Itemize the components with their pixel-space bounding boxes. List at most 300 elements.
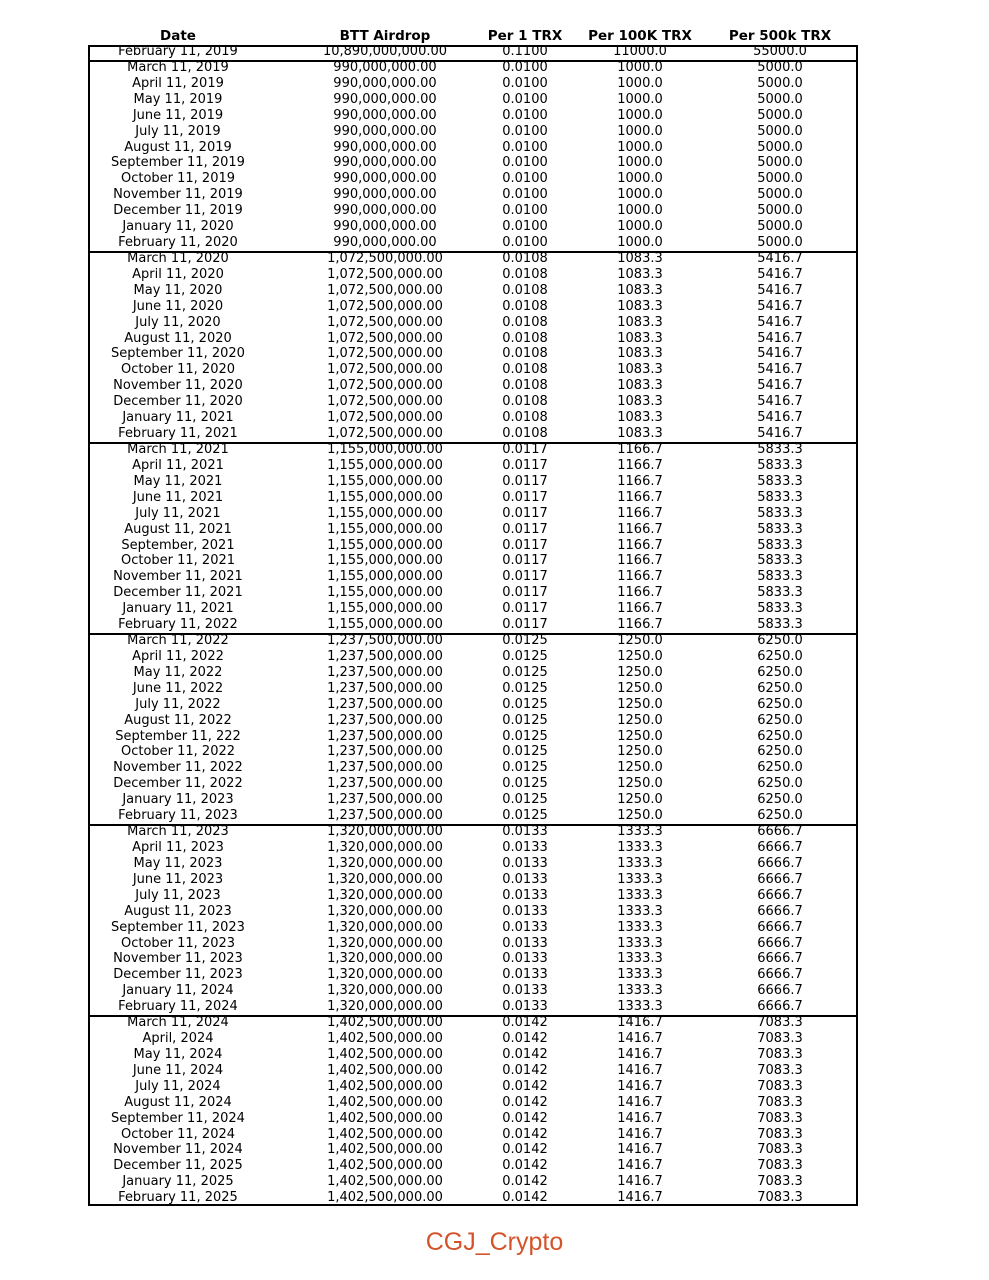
per-1-trx-cell: 0.0100 xyxy=(502,91,548,107)
per-100k-trx-cell: 1166.7 xyxy=(617,617,663,633)
date-cell: April 11, 2023 xyxy=(132,840,224,855)
per-1-trx-cell: 0.0108 xyxy=(502,314,548,330)
date-cell: March 11, 2022 xyxy=(127,633,229,649)
per-500k-trx-cell: 5000.0 xyxy=(757,123,803,139)
date-cell: May 11, 2024 xyxy=(133,1046,223,1062)
per-500k-trx-cell: 5000.0 xyxy=(757,203,803,219)
date-cell: November 11, 2023 xyxy=(113,951,243,967)
table-row xyxy=(0,252,989,268)
per-500k-trx-cell: 7083.3 xyxy=(757,1110,803,1126)
per-500k-trx-cell: 6250.0 xyxy=(757,744,803,760)
table-row xyxy=(0,586,989,602)
per-1-trx-cell: 0.0142 xyxy=(502,1015,548,1031)
table-row xyxy=(0,714,989,730)
per-100k-trx-cell: 1333.3 xyxy=(617,919,663,935)
per-500k-trx-cell: 5833.3 xyxy=(757,553,803,569)
per-100k-trx-cell: 1333.3 xyxy=(617,840,663,855)
btt-airdrop-cell: 990,000,000.00 xyxy=(333,75,437,91)
date-cell: June 11, 2024 xyxy=(132,1062,224,1078)
per-500k-trx-cell: 5000.0 xyxy=(757,139,803,155)
date-cell: January 11, 2023 xyxy=(122,792,234,808)
table-row xyxy=(0,300,989,316)
btt-airdrop-cell: 1,155,000,000.00 xyxy=(327,537,443,553)
table-row xyxy=(0,634,989,650)
btt-airdrop-cell: 1,072,500,000.00 xyxy=(327,298,443,314)
column-header-per-100k-trx: Per 100K TRX xyxy=(588,28,692,44)
per-500k-trx-cell: 5416.7 xyxy=(757,298,803,314)
date-cell: August 11, 2021 xyxy=(124,521,232,537)
column-header-btt-airdrop: BTT Airdrop xyxy=(339,28,431,44)
per-1-trx-cell: 0.0133 xyxy=(502,951,548,967)
table-row xyxy=(0,141,989,157)
btt-airdrop-cell: 1,237,500,000.00 xyxy=(327,633,443,649)
btt-airdrop-cell: 10,890,000,000.00 xyxy=(322,44,448,59)
per-1-trx-cell: 0.0100 xyxy=(502,75,548,91)
date-cell: August 11, 2019 xyxy=(124,139,232,155)
per-500k-trx-cell: 6250.0 xyxy=(757,664,803,680)
per-500k-trx-cell: 6666.7 xyxy=(757,967,803,983)
table-row xyxy=(0,745,989,761)
btt-airdrop-cell: 1,072,500,000.00 xyxy=(327,314,443,330)
per-1-trx-cell: 0.0117 xyxy=(502,617,548,633)
per-100k-trx-cell: 1333.3 xyxy=(617,935,663,951)
table-row xyxy=(0,539,989,555)
per-1-trx-cell: 0.0142 xyxy=(502,1062,548,1078)
date-cell: November 11, 2021 xyxy=(113,569,243,585)
per-1-trx-cell: 0.0100 xyxy=(502,107,548,123)
per-100k-trx-cell: 1416.7 xyxy=(617,1078,663,1094)
date-cell: April, 2024 xyxy=(142,1031,214,1047)
per-500k-trx-cell: 5833.3 xyxy=(757,601,803,617)
per-1-trx-cell: 0.0133 xyxy=(502,919,548,935)
btt-airdrop-cell: 1,320,000,000.00 xyxy=(327,824,443,840)
per-1-trx-cell: 0.0117 xyxy=(502,505,548,521)
per-100k-trx-cell: 1000.0 xyxy=(617,155,663,171)
per-1-trx-cell: 0.0125 xyxy=(502,792,548,808)
btt-airdrop-cell: 1,402,500,000.00 xyxy=(327,1078,443,1094)
per-1-trx-cell: 0.0133 xyxy=(502,999,548,1015)
per-1-trx-cell: 0.0133 xyxy=(502,983,548,999)
per-100k-trx-cell: 1333.3 xyxy=(617,967,663,983)
per-500k-trx-cell: 5833.3 xyxy=(757,617,803,633)
table-row xyxy=(0,1128,989,1144)
per-100k-trx-cell: 1416.7 xyxy=(617,1062,663,1078)
btt-airdrop-cell: 990,000,000.00 xyxy=(333,203,437,219)
per-500k-trx-cell: 6250.0 xyxy=(757,696,803,712)
per-1-trx-cell: 0.0108 xyxy=(502,250,548,266)
table-row xyxy=(0,236,989,252)
btt-airdrop-cell: 990,000,000.00 xyxy=(333,187,437,203)
date-cell: January 11, 2021 xyxy=(122,601,234,617)
per-1-trx-cell: 0.0117 xyxy=(502,521,548,537)
per-500k-trx-cell: 5416.7 xyxy=(757,282,803,298)
per-500k-trx-cell: 6250.0 xyxy=(757,712,803,728)
date-cell: July 11, 2023 xyxy=(135,887,221,903)
table-row xyxy=(0,1175,989,1191)
per-1-trx-cell: 0.0108 xyxy=(502,394,548,410)
table-row xyxy=(0,618,989,634)
table-row xyxy=(0,602,989,618)
table-row xyxy=(0,475,989,491)
date-cell: June 11, 2021 xyxy=(132,489,224,505)
per-100k-trx-cell: 1000.0 xyxy=(617,187,663,203)
per-1-trx-cell: 0.1100 xyxy=(502,44,548,59)
table-row xyxy=(0,857,989,873)
btt-airdrop-cell: 1,155,000,000.00 xyxy=(327,442,443,457)
table-row xyxy=(0,905,989,921)
per-100k-trx-cell: 1250.0 xyxy=(617,696,663,712)
per-500k-trx-cell: 6666.7 xyxy=(757,919,803,935)
date-cell: July 11, 2019 xyxy=(135,123,221,139)
btt-airdrop-cell: 1,237,500,000.00 xyxy=(327,760,443,776)
footer-brand: CGJ_Crypto xyxy=(425,1228,564,1256)
btt-airdrop-cell: 1,072,500,000.00 xyxy=(327,378,443,394)
btt-airdrop-cell: 1,237,500,000.00 xyxy=(327,776,443,792)
btt-airdrop-cell: 1,237,500,000.00 xyxy=(327,808,443,824)
per-1-trx-cell: 0.0117 xyxy=(502,585,548,601)
per-500k-trx-cell: 6250.0 xyxy=(757,680,803,696)
per-100k-trx-cell: 1166.7 xyxy=(617,601,663,617)
date-cell: December 11, 2023 xyxy=(113,967,243,983)
per-1-trx-cell: 0.0117 xyxy=(502,473,548,489)
per-100k-trx-cell: 1250.0 xyxy=(617,648,663,664)
date-cell: March 11, 2021 xyxy=(127,442,229,457)
btt-airdrop-cell: 1,155,000,000.00 xyxy=(327,489,443,505)
date-cell: April 11, 2022 xyxy=(132,648,224,664)
per-1-trx-cell: 0.0108 xyxy=(502,282,548,298)
table-row xyxy=(0,220,989,236)
per-1-trx-cell: 0.0133 xyxy=(502,887,548,903)
table-row xyxy=(0,1112,989,1128)
per-100k-trx-cell: 1166.7 xyxy=(617,521,663,537)
table-row xyxy=(0,1159,989,1175)
per-100k-trx-cell: 1250.0 xyxy=(617,728,663,744)
date-cell: July 11, 2024 xyxy=(135,1078,221,1094)
date-cell: June 11, 2020 xyxy=(132,298,224,314)
table-row xyxy=(0,45,989,61)
table-row xyxy=(0,554,989,570)
date-cell: June 11, 2023 xyxy=(132,871,224,887)
per-100k-trx-cell: 1416.7 xyxy=(617,1158,663,1174)
per-500k-trx-cell: 5000.0 xyxy=(757,107,803,123)
per-100k-trx-cell: 1250.0 xyxy=(617,664,663,680)
per-500k-trx-cell: 6666.7 xyxy=(757,999,803,1015)
date-cell: December 11, 2020 xyxy=(113,394,243,410)
btt-airdrop-cell: 1,155,000,000.00 xyxy=(327,505,443,521)
per-1-trx-cell: 0.0125 xyxy=(502,648,548,664)
date-cell: August 11, 2023 xyxy=(124,903,232,919)
per-1-trx-cell: 0.0117 xyxy=(502,537,548,553)
date-cell: February 11, 2023 xyxy=(118,808,238,824)
per-500k-trx-cell: 5833.3 xyxy=(757,537,803,553)
table-row xyxy=(0,347,989,363)
table-row xyxy=(0,666,989,682)
date-cell: July 11, 2020 xyxy=(135,314,221,330)
date-cell: May 11, 2019 xyxy=(133,91,223,107)
per-100k-trx-cell: 1333.3 xyxy=(617,903,663,919)
btt-airdrop-cell: 1,072,500,000.00 xyxy=(327,410,443,426)
btt-airdrop-cell: 990,000,000.00 xyxy=(333,59,437,75)
table-row xyxy=(0,284,989,300)
btt-airdrop-cell: 1,237,500,000.00 xyxy=(327,792,443,808)
per-100k-trx-cell: 1250.0 xyxy=(617,712,663,728)
table-row xyxy=(0,968,989,984)
btt-airdrop-cell: 1,320,000,000.00 xyxy=(327,887,443,903)
per-500k-trx-cell: 6666.7 xyxy=(757,983,803,999)
per-500k-trx-cell: 5833.3 xyxy=(757,489,803,505)
btt-airdrop-cell: 1,320,000,000.00 xyxy=(327,983,443,999)
table-row xyxy=(0,172,989,188)
per-500k-trx-cell: 5833.3 xyxy=(757,585,803,601)
per-500k-trx-cell: 5416.7 xyxy=(757,314,803,330)
table-row xyxy=(0,825,989,841)
table-row xyxy=(0,1048,989,1064)
table-row xyxy=(0,363,989,379)
table-row xyxy=(0,984,989,1000)
per-500k-trx-cell: 7083.3 xyxy=(757,1174,803,1190)
per-1-trx-cell: 0.0133 xyxy=(502,935,548,951)
btt-airdrop-cell: 1,237,500,000.00 xyxy=(327,680,443,696)
date-cell: January 11, 2025 xyxy=(122,1174,234,1190)
per-1-trx-cell: 0.0100 xyxy=(502,59,548,75)
per-100k-trx-cell: 1416.7 xyxy=(617,1110,663,1126)
per-500k-trx-cell: 6666.7 xyxy=(757,951,803,967)
per-500k-trx-cell: 6666.7 xyxy=(757,887,803,903)
table-row xyxy=(0,682,989,698)
date-cell: February 11, 2025 xyxy=(118,1190,238,1206)
table-row xyxy=(0,730,989,746)
date-cell: December 11, 2021 xyxy=(113,585,243,601)
table-row xyxy=(0,379,989,395)
table-row xyxy=(0,841,989,857)
per-100k-trx-cell: 1166.7 xyxy=(617,505,663,521)
per-500k-trx-cell: 5000.0 xyxy=(757,75,803,91)
table-row xyxy=(0,570,989,586)
per-1-trx-cell: 0.0133 xyxy=(502,903,548,919)
table-row xyxy=(0,1032,989,1048)
per-1-trx-cell: 0.0117 xyxy=(502,601,548,617)
per-500k-trx-cell: 5000.0 xyxy=(757,187,803,203)
btt-airdrop-cell: 1,237,500,000.00 xyxy=(327,744,443,760)
per-500k-trx-cell: 7083.3 xyxy=(757,1094,803,1110)
per-1-trx-cell: 0.0100 xyxy=(502,235,548,251)
btt-airdrop-cell: 1,402,500,000.00 xyxy=(327,1094,443,1110)
column-header-per-500k-trx: Per 500k TRX xyxy=(728,28,832,44)
per-1-trx-cell: 0.0142 xyxy=(502,1190,548,1206)
per-1-trx-cell: 0.0142 xyxy=(502,1078,548,1094)
table-row xyxy=(0,268,989,284)
table-row xyxy=(0,109,989,125)
btt-airdrop-cell: 1,237,500,000.00 xyxy=(327,728,443,744)
table-row xyxy=(0,761,989,777)
per-1-trx-cell: 0.0125 xyxy=(502,776,548,792)
per-100k-trx-cell: 1000.0 xyxy=(617,235,663,251)
per-500k-trx-cell: 5416.7 xyxy=(757,410,803,426)
per-1-trx-cell: 0.0125 xyxy=(502,728,548,744)
date-cell: January 11, 2024 xyxy=(122,983,234,999)
per-500k-trx-cell: 6666.7 xyxy=(757,903,803,919)
btt-airdrop-cell: 1,072,500,000.00 xyxy=(327,394,443,410)
per-1-trx-cell: 0.0125 xyxy=(502,664,548,680)
per-1-trx-cell: 0.0133 xyxy=(502,840,548,855)
table-row xyxy=(0,1096,989,1112)
per-1-trx-cell: 0.0108 xyxy=(502,266,548,282)
per-100k-trx-cell: 1083.3 xyxy=(617,314,663,330)
per-500k-trx-cell: 5416.7 xyxy=(757,346,803,362)
per-500k-trx-cell: 5833.3 xyxy=(757,442,803,457)
per-500k-trx-cell: 6666.7 xyxy=(757,871,803,887)
per-500k-trx-cell: 5416.7 xyxy=(757,378,803,394)
per-1-trx-cell: 0.0125 xyxy=(502,744,548,760)
per-500k-trx-cell: 5416.7 xyxy=(757,250,803,266)
per-1-trx-cell: 0.0125 xyxy=(502,633,548,649)
btt-airdrop-cell: 990,000,000.00 xyxy=(333,155,437,171)
btt-airdrop-cell: 990,000,000.00 xyxy=(333,219,437,235)
per-100k-trx-cell: 1333.3 xyxy=(617,887,663,903)
per-500k-trx-cell: 5000.0 xyxy=(757,219,803,235)
per-100k-trx-cell: 1250.0 xyxy=(617,792,663,808)
btt-airdrop-cell: 1,155,000,000.00 xyxy=(327,601,443,617)
btt-airdrop-cell: 1,402,500,000.00 xyxy=(327,1046,443,1062)
table-row xyxy=(0,443,989,459)
table-row xyxy=(0,809,989,825)
per-1-trx-cell: 0.0117 xyxy=(502,489,548,505)
per-1-trx-cell: 0.0142 xyxy=(502,1126,548,1142)
table-row xyxy=(0,650,989,666)
per-1-trx-cell: 0.0125 xyxy=(502,760,548,776)
table-row xyxy=(0,777,989,793)
btt-airdrop-cell: 1,155,000,000.00 xyxy=(327,585,443,601)
table-row xyxy=(0,77,989,93)
per-100k-trx-cell: 1416.7 xyxy=(617,1126,663,1142)
btt-airdrop-cell: 1,155,000,000.00 xyxy=(327,617,443,633)
btt-airdrop-cell: 1,072,500,000.00 xyxy=(327,330,443,346)
column-header-per-1-trx: Per 1 TRX xyxy=(487,28,563,44)
per-100k-trx-cell: 1333.3 xyxy=(617,999,663,1015)
btt-airdrop-cell: 1,072,500,000.00 xyxy=(327,426,443,442)
btt-airdrop-cell: 1,402,500,000.00 xyxy=(327,1126,443,1142)
btt-airdrop-cell: 1,155,000,000.00 xyxy=(327,457,443,473)
per-1-trx-cell: 0.0125 xyxy=(502,712,548,728)
per-1-trx-cell: 0.0100 xyxy=(502,139,548,155)
per-100k-trx-cell: 1083.3 xyxy=(617,346,663,362)
date-cell: November 11, 2022 xyxy=(113,760,243,776)
date-cell: October 11, 2021 xyxy=(120,553,236,569)
per-1-trx-cell: 0.0125 xyxy=(502,696,548,712)
per-500k-trx-cell: 7083.3 xyxy=(757,1126,803,1142)
table-row xyxy=(0,459,989,475)
date-cell: November 11, 2019 xyxy=(113,187,243,203)
per-1-trx-cell: 0.0100 xyxy=(502,187,548,203)
per-500k-trx-cell: 6666.7 xyxy=(757,840,803,855)
btt-airdrop-cell: 1,402,500,000.00 xyxy=(327,1110,443,1126)
table-row xyxy=(0,1000,989,1016)
per-100k-trx-cell: 1083.3 xyxy=(617,330,663,346)
per-100k-trx-cell: 1000.0 xyxy=(617,203,663,219)
btt-airdrop-cell: 1,402,500,000.00 xyxy=(327,1158,443,1174)
per-500k-trx-cell: 6666.7 xyxy=(757,855,803,871)
per-500k-trx-cell: 6250.0 xyxy=(757,728,803,744)
per-500k-trx-cell: 7083.3 xyxy=(757,1078,803,1094)
per-500k-trx-cell: 5833.3 xyxy=(757,521,803,537)
date-cell: January 11, 2021 xyxy=(122,410,234,426)
per-500k-trx-cell: 5000.0 xyxy=(757,171,803,187)
date-cell: March 11, 2023 xyxy=(127,824,229,840)
date-cell: March 11, 2024 xyxy=(127,1015,229,1031)
date-cell: February 11, 2019 xyxy=(118,44,238,59)
date-cell: July 11, 2022 xyxy=(135,696,221,712)
per-500k-trx-cell: 6250.0 xyxy=(757,792,803,808)
per-100k-trx-cell: 1416.7 xyxy=(617,1174,663,1190)
date-cell: July 11, 2021 xyxy=(135,505,221,521)
btt-airdrop-cell: 1,237,500,000.00 xyxy=(327,664,443,680)
date-cell: December 11, 2022 xyxy=(113,776,243,792)
per-1-trx-cell: 0.0100 xyxy=(502,219,548,235)
btt-airdrop-cell: 1,237,500,000.00 xyxy=(327,648,443,664)
per-1-trx-cell: 0.0117 xyxy=(502,442,548,457)
per-1-trx-cell: 0.0142 xyxy=(502,1094,548,1110)
table-row xyxy=(0,952,989,968)
table-row xyxy=(0,937,989,953)
btt-airdrop-cell: 1,320,000,000.00 xyxy=(327,855,443,871)
table-row xyxy=(0,793,989,809)
per-100k-trx-cell: 1250.0 xyxy=(617,680,663,696)
per-100k-trx-cell: 1250.0 xyxy=(617,633,663,649)
per-1-trx-cell: 0.0117 xyxy=(502,569,548,585)
per-1-trx-cell: 0.0133 xyxy=(502,855,548,871)
per-100k-trx-cell: 1250.0 xyxy=(617,760,663,776)
date-cell: November 11, 2020 xyxy=(113,378,243,394)
per-100k-trx-cell: 1333.3 xyxy=(617,855,663,871)
per-500k-trx-cell: 6250.0 xyxy=(757,633,803,649)
per-500k-trx-cell: 6250.0 xyxy=(757,808,803,824)
per-500k-trx-cell: 7083.3 xyxy=(757,1031,803,1047)
btt-airdrop-cell: 1,155,000,000.00 xyxy=(327,553,443,569)
per-100k-trx-cell: 1416.7 xyxy=(617,1031,663,1047)
btt-airdrop-cell: 1,320,000,000.00 xyxy=(327,903,443,919)
date-cell: February 11, 2020 xyxy=(118,235,238,251)
per-500k-trx-cell: 5416.7 xyxy=(757,330,803,346)
date-cell: September 11, 2023 xyxy=(111,919,245,935)
per-100k-trx-cell: 1083.3 xyxy=(617,426,663,442)
table-row xyxy=(0,523,989,539)
btt-airdrop-cell: 1,155,000,000.00 xyxy=(327,521,443,537)
per-1-trx-cell: 0.0108 xyxy=(502,346,548,362)
per-100k-trx-cell: 1416.7 xyxy=(617,1015,663,1031)
per-100k-trx-cell: 1416.7 xyxy=(617,1094,663,1110)
btt-airdrop-cell: 1,402,500,000.00 xyxy=(327,1174,443,1190)
per-1-trx-cell: 0.0133 xyxy=(502,824,548,840)
per-1-trx-cell: 0.0133 xyxy=(502,871,548,887)
per-1-trx-cell: 0.0142 xyxy=(502,1142,548,1158)
per-100k-trx-cell: 1083.3 xyxy=(617,378,663,394)
btt-airdrop-cell: 990,000,000.00 xyxy=(333,235,437,251)
btt-airdrop-cell: 1,320,000,000.00 xyxy=(327,919,443,935)
per-100k-trx-cell: 1333.3 xyxy=(617,871,663,887)
per-1-trx-cell: 0.0142 xyxy=(502,1046,548,1062)
per-100k-trx-cell: 1416.7 xyxy=(617,1190,663,1206)
date-cell: December 11, 2019 xyxy=(113,203,243,219)
date-cell: February 11, 2024 xyxy=(118,999,238,1015)
per-500k-trx-cell: 5000.0 xyxy=(757,59,803,75)
column-header-date: Date xyxy=(160,28,196,44)
date-cell: August 11, 2022 xyxy=(124,712,232,728)
btt-airdrop-cell: 1,237,500,000.00 xyxy=(327,696,443,712)
table-row xyxy=(0,93,989,109)
date-cell: February 11, 2021 xyxy=(118,426,238,442)
per-100k-trx-cell: 1250.0 xyxy=(617,776,663,792)
table-row xyxy=(0,1016,989,1032)
